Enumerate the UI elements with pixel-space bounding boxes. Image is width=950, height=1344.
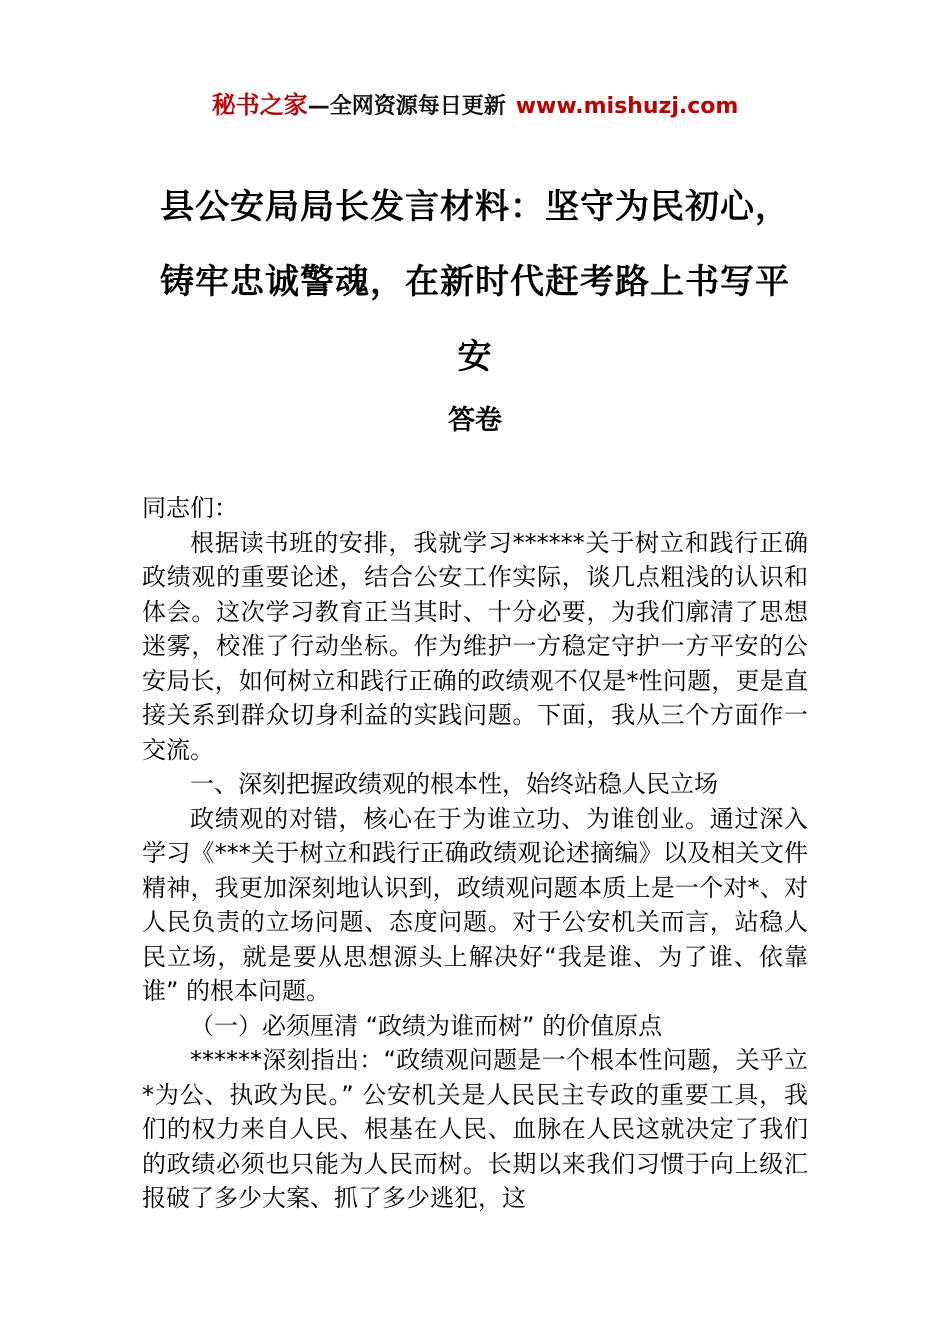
subsection-heading-1-1: （一）必须厘清 “政绩为谁而树” 的价值原点 bbox=[190, 1011, 663, 1040]
site-url-link[interactable]: www.mishuzj.com bbox=[515, 94, 739, 119]
paragraph-1-1: ******深刻指出：“政绩观问题是一个根本性问题，关乎立*为公、执政为民。” 公安机关是人民民主专政的重要工具，我们的权力来自人民、根基在人民、血脉在人民这就决定了我们的政绩必须也只能为人民而树。长期以来我们习惯于向上级汇报破了多少大案、抓了多少逃犯，这 bbox=[142, 1046, 808, 1212]
site-header bbox=[142, 90, 808, 122]
title-line: 安 bbox=[457, 337, 493, 377]
section-heading-1: 一、深刻把握政绩观的根本性，始终站稳人民立场 bbox=[190, 770, 718, 798]
document-body bbox=[142, 491, 808, 1216]
salutation: 同志们： bbox=[142, 494, 238, 522]
document-title bbox=[142, 170, 808, 395]
title-line: 县公安局局长发言材料：坚守为民初心， bbox=[160, 187, 790, 227]
document-subtitle: 答卷 bbox=[448, 405, 502, 436]
site-tagline: —全网资源每日更新 bbox=[307, 94, 506, 119]
title-line: 铸牢忠诚警魂，在新时代赶考路上书写平 bbox=[160, 262, 790, 302]
paragraph-1: 政绩观的对错，核心在于为谁立功、为谁创业。通过深入学习《***关于树立和践行正确政绩观论述摘编》以及相关文件精神，我更加深刻地认识到，政绩观问题本质上是一个对*、对人民负责的立场问题、态度问题。对于公安机关而言，站稳人民立场，就是要从思想源头上解决好“我是谁、为了谁、依靠谁” 的根本问题。 bbox=[142, 804, 808, 1005]
paragraph-intro: 根据读书班的安排，我就学习******关于树立和践行正确政绩观的重要论述，结合公安工作实际，谈几点粗浅的认识和体会。这次学习教育正当其时、十分必要，为我们廓清了思想迷雾，校准了行动坐标。作为维护一方稳定守护一方平安的公安局长，如何树立和践行正确的政绩观不仅是*性问题，更是直接关系到群众切身利益的实践问题。下面，我从三个方面作一交流。 bbox=[142, 528, 808, 764]
site-brand: 秘书之家 bbox=[211, 91, 308, 119]
